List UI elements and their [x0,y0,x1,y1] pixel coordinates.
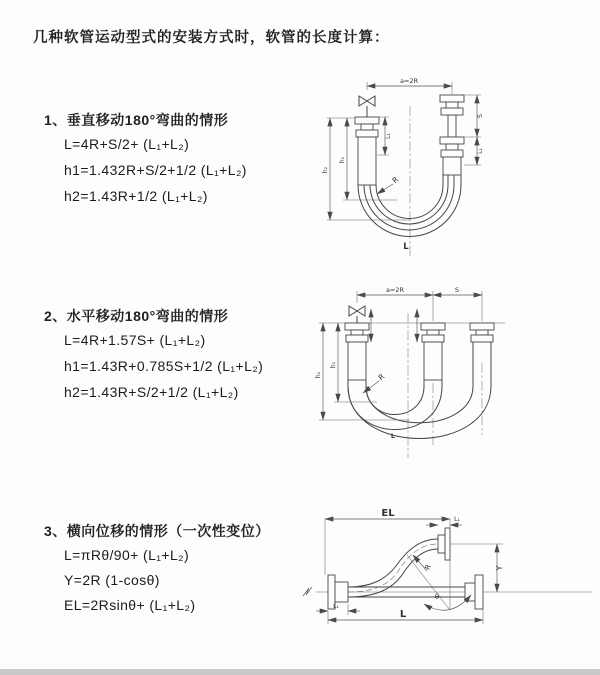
dimension-label: a=2R [399,77,419,85]
braided-hose-section [424,342,442,380]
dimension-label: S [476,113,484,119]
dimension-label: L₁ [333,603,339,610]
radius-leader [377,175,400,194]
middle-pipe-fitting [421,323,445,380]
section-2-formula-L: L=4R+1.57S+ (L₁+L₂) [64,332,206,348]
diagram-horizontal-180-bend [305,283,600,473]
dimension-l1-right [464,95,484,165]
upper-flange-hub [438,535,445,553]
left-pipe-fitting [355,117,379,185]
break-mark [303,587,312,596]
dimension-label: h₂ [322,166,329,174]
upper-flange [438,528,450,560]
radius-leader [413,555,433,571]
dimension-label: h₁ [339,156,346,164]
dimension-label: h₂ [315,371,322,379]
section-2-formula-h2: h2=1.43R+S/2+1/2 (L₁+L₂) [64,384,239,400]
section-3-formula-L: L=πRθ/90+ (L₁+L₂) [64,547,190,563]
upper-flange-plate [445,528,450,560]
dimension-label: EL [381,508,395,519]
page-bottom-edge [0,669,600,675]
radius-label: R [376,371,387,383]
dimension-label: L [399,609,407,620]
section-1-formula-L: L=4R+S/2+ (L₁+L₂) [64,136,190,152]
dimension-label: h₁ [330,361,337,369]
section-2-heading: 2、水平移动180°弯曲的情形 [44,308,229,324]
right-flange-plate [475,575,483,609]
dimension-a-2R [367,77,452,94]
dimension-label: L₁ [385,133,392,139]
length-label: L [403,242,409,252]
dimension-l1-top [426,516,462,525]
diagram-vertical-180-bend [305,70,600,266]
section-3-formula-EL: EL=2Rsinθ+ (L₁+L₂) [64,597,196,613]
dimension-label: a=2R [385,286,405,294]
radius-label: R [423,563,433,572]
valve-icon [349,306,365,323]
angle-label: θ [434,593,440,601]
page-title: 几种软管运动型式的安装方式时，软管的长度计算： [33,30,390,46]
dimension-label: L₁ [454,516,460,523]
braided-hose-section [348,342,366,380]
diagram-lateral-displacement [300,505,600,660]
right-flange-hub [465,583,475,601]
dimension-s [476,95,484,137]
section-1-formula-h1: h1=1.432R+S/2+1/2 (L₁+L₂) [64,162,247,178]
right-pipe-fitting [470,323,494,342]
valve-icon [359,96,375,117]
dimension-label: L₁ [477,148,484,154]
braided-hose-section [443,157,461,175]
section-3-heading: 3、横向位移的情形（一次性变位） [44,523,270,539]
dimension-s [357,286,482,321]
radius-label: R [390,174,401,186]
radius-construction-line [407,555,450,610]
length-label: L [390,432,396,440]
section-2-formula-h1: h1=1.43R+0.785S+1/2 (L₁+L₂) [64,358,264,374]
right-pipe-fitting [440,95,464,175]
section-3-formula-Y: Y=2R (1-cosθ) [64,572,160,588]
dimension-label: S [454,286,460,294]
dimension-a-2R [357,286,433,295]
dimension-l1-bottom [316,603,360,615]
section-1-formula-h2: h2=1.43R+1/2 (L₁+L₂) [64,188,208,204]
section-1-heading: 1、垂直移动180°弯曲的情形 [44,112,229,128]
braided-hose-section [358,137,376,185]
dimension-label: Y [495,565,504,571]
left-flange-hub [335,582,348,602]
angle-theta [424,593,471,610]
u-shaped-hose [348,342,491,439]
dimension-el [325,508,450,575]
left-pipe-fitting [345,323,369,380]
